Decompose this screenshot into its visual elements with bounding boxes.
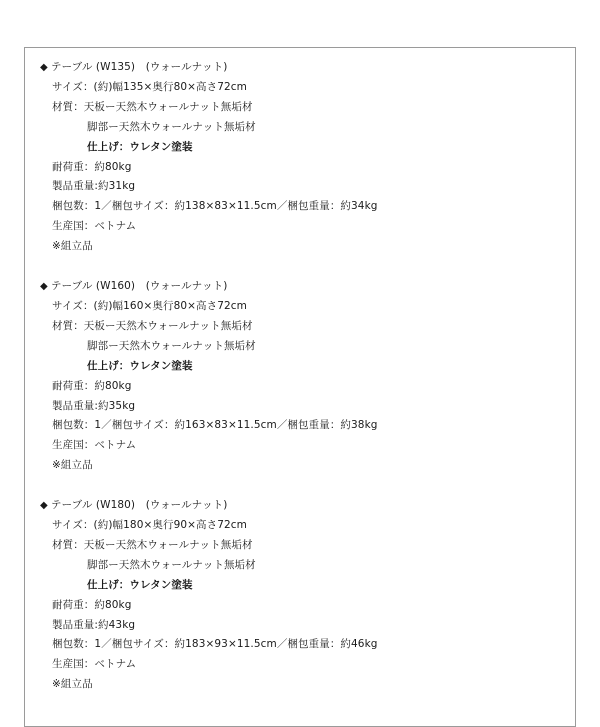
- size-line: サイズ：(約)幅160×奥行80×高さ72cm: [52, 299, 248, 312]
- packages-line: 梱包数：1／梱包サイズ：約138×83×11.5cm／梱包重量：約34kg: [52, 200, 378, 213]
- material-top-line: 材質：天板ー天然木ウォールナット無垢材: [52, 319, 253, 332]
- size-line: サイズ：(約)幅180×奥行90×高さ72cm: [52, 519, 248, 532]
- section-heading: [40, 496, 570, 516]
- spec-section-w135: [40, 58, 570, 257]
- section-heading-text: テーブル (W135) (ウォールナット): [51, 61, 228, 73]
- load-line: 耐荷重：約80kg: [52, 379, 132, 392]
- load-line: 耐荷重：約80kg: [52, 160, 132, 173]
- section-heading-text: テーブル (W180) (ウォールナット): [51, 499, 228, 512]
- finish-line: 仕上げ：ウレタン塗装: [87, 359, 193, 372]
- assembly-note: ※組立品: [52, 678, 93, 691]
- material-top-line: 材質：天板ー天然木ウォールナット無垢材: [52, 100, 253, 113]
- section-heading-text: テーブル (W160) (ウォールナット): [51, 280, 228, 293]
- assembly-note: ※組立品: [52, 459, 93, 472]
- weight-line: 製品重量:約35kg: [52, 399, 136, 412]
- weight-line: 製品重量:約43kg: [52, 618, 136, 631]
- size-line: サイズ：(約)幅135×奥行80×高さ72cm: [52, 80, 248, 93]
- spec-content: [40, 58, 570, 715]
- diamond-bullet-icon: ◆: [40, 62, 48, 73]
- origin-line: 生産国：ベトナム: [52, 439, 137, 452]
- diamond-bullet-icon: ◆: [40, 500, 48, 512]
- material-leg-line: 脚部ー天然木ウォールナット無垢材: [87, 558, 256, 571]
- section-heading: [40, 58, 570, 78]
- section-heading: [40, 277, 570, 297]
- diamond-bullet-icon: ◆: [40, 281, 48, 293]
- material-leg-line: 脚部ー天然木ウォールナット無垢材: [87, 120, 256, 133]
- origin-line: 生産国：ベトナム: [52, 220, 137, 233]
- material-leg-line: 脚部ー天然木ウォールナット無垢材: [87, 339, 256, 352]
- spec-section-w160: [40, 277, 570, 476]
- material-top-line: 材質：天板ー天然木ウォールナット無垢材: [52, 538, 253, 551]
- load-line: 耐荷重：約80kg: [52, 598, 132, 611]
- packages-line: 梱包数：1／梱包サイズ：約183×93×11.5cm／梱包重量：約46kg: [52, 638, 378, 651]
- packages-line: 梱包数：1／梱包サイズ：約163×83×11.5cm／梱包重量：約38kg: [52, 419, 378, 432]
- origin-line: 生産国：ベトナム: [52, 658, 137, 671]
- finish-line: 仕上げ：ウレタン塗装: [87, 140, 193, 153]
- spec-section-w180: [40, 496, 570, 695]
- assembly-note: ※組立品: [52, 240, 93, 253]
- weight-line: 製品重量:約31kg: [52, 180, 136, 193]
- finish-line: 仕上げ：ウレタン塗装: [87, 578, 193, 591]
